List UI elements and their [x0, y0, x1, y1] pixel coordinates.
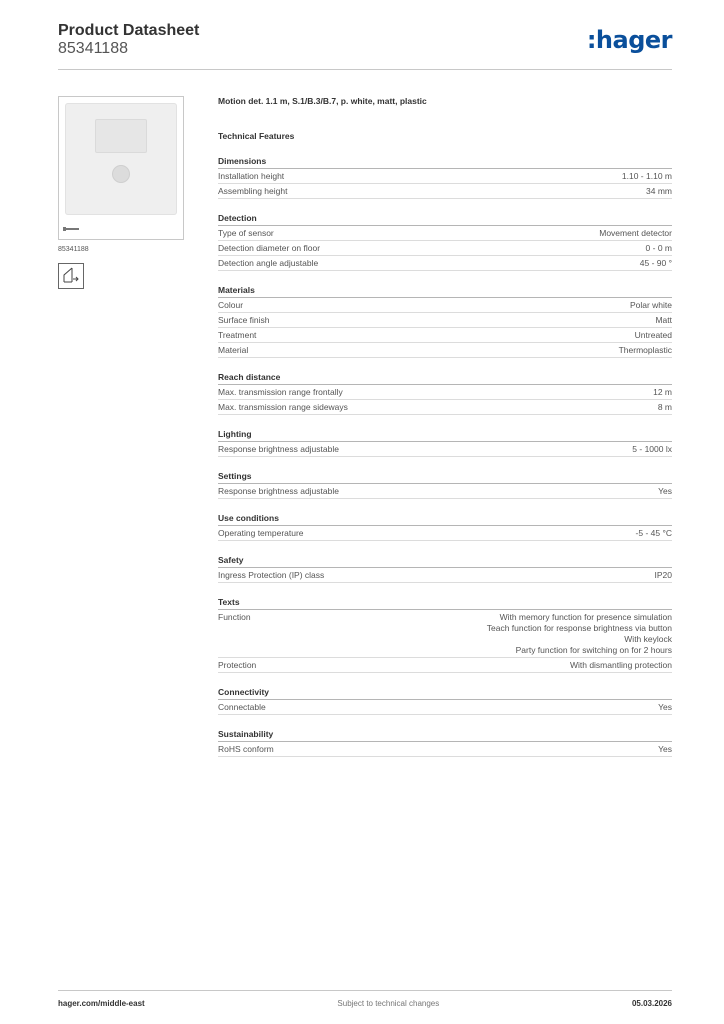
- product-image-frame: [58, 96, 184, 240]
- section-connectivity: [218, 687, 672, 715]
- table-row: [218, 169, 672, 184]
- row-label: RoHS conform: [218, 744, 274, 754]
- row-label: Response brightness adjustable: [218, 486, 339, 496]
- table-row: [218, 313, 672, 328]
- row-value: Yes: [658, 744, 672, 754]
- row-value: 12 m: [653, 387, 672, 397]
- row-value: With dismantling protection: [569, 660, 672, 670]
- row-label: Connectable: [218, 702, 266, 712]
- table-row: [218, 484, 672, 499]
- product-name: Motion det. 1.1 m, S.1/B.3/B.7, p. white, matt, plastic: [218, 96, 427, 106]
- row-value: Untreated: [634, 330, 672, 340]
- row-label: Detection angle adjustable: [218, 258, 319, 268]
- table-row: [218, 400, 672, 415]
- table-row: [218, 568, 672, 583]
- section-title: Connectivity: [218, 687, 672, 700]
- row-label: Response brightness adjustable: [218, 444, 339, 454]
- page-footer: [58, 990, 672, 1008]
- section-detection: [218, 213, 672, 271]
- table-row: [218, 184, 672, 199]
- section-title: Safety: [218, 555, 672, 568]
- section-title: Use conditions: [218, 513, 672, 526]
- table-row: [218, 526, 672, 541]
- table-row: [218, 658, 672, 673]
- row-label: Max. transmission range sideways: [218, 402, 348, 412]
- section-texts: [218, 597, 672, 673]
- row-value: 8 m: [657, 402, 672, 412]
- table-row: [218, 256, 672, 271]
- section-title: Lighting: [218, 429, 672, 442]
- footer-date: 05.03.2026: [631, 999, 672, 1008]
- section-title: Detection: [218, 213, 672, 226]
- section-title: Dimensions: [218, 156, 672, 169]
- table-row: [218, 385, 672, 400]
- section-settings: [218, 471, 672, 499]
- row-label: Type of sensor: [218, 228, 274, 238]
- row-value: 34 mm: [646, 186, 672, 196]
- function-line: Teach function for response brightness via button: [486, 623, 672, 633]
- technical-content: [218, 96, 672, 757]
- section-title: Sustainability: [218, 729, 672, 742]
- scale-icon: [63, 226, 79, 232]
- page-header: [58, 22, 672, 70]
- table-row: [218, 226, 672, 241]
- table-row: [218, 742, 672, 757]
- sensor-lens: [112, 165, 130, 183]
- row-label: Installation height: [218, 171, 285, 181]
- table-row: [218, 328, 672, 343]
- table-row: [218, 241, 672, 256]
- table-row: [218, 343, 672, 358]
- row-label: Colour: [218, 300, 244, 310]
- row-value: Movement detector: [599, 228, 672, 238]
- section-title: Settings: [218, 471, 672, 484]
- section-materials: [218, 285, 672, 358]
- footer-website: hager.com/middle-east: [58, 999, 145, 1008]
- function-line: With keylock: [624, 634, 672, 644]
- row-value: Yes: [658, 486, 672, 496]
- row-value: Thermoplastic: [618, 345, 672, 355]
- row-label: Protection: [218, 660, 257, 670]
- mounting-symbol-icon: [58, 263, 84, 289]
- table-row: [218, 700, 672, 715]
- technical-features-heading: Technical Features: [218, 131, 295, 141]
- section-safety: [218, 555, 672, 583]
- row-label: Material: [218, 345, 249, 355]
- row-value: IP20: [654, 570, 672, 580]
- section-sustainability: [218, 729, 672, 757]
- row-label: Operating temperature: [218, 528, 304, 538]
- page-title: Product Datasheet: [58, 22, 200, 39]
- row-value: [487, 612, 672, 656]
- row-label: Function: [218, 612, 251, 622]
- row-label: Treatment: [218, 330, 257, 340]
- section-title: Texts: [218, 597, 672, 610]
- footer-note: Subject to technical changes: [337, 999, 440, 1008]
- sensor-window: [95, 119, 147, 153]
- section-use-conditions: [218, 513, 672, 541]
- section-reach-distance: [218, 372, 672, 415]
- section-lighting: [218, 429, 672, 457]
- product-image-column: [58, 96, 184, 289]
- row-value: -5 - 45 °C: [635, 528, 672, 538]
- row-label: Max. transmission range frontally: [218, 387, 343, 397]
- table-row: [218, 442, 672, 457]
- row-value: Polar white: [629, 300, 672, 310]
- row-value: Yes: [658, 702, 672, 712]
- row-label: Surface finish: [218, 315, 270, 325]
- product-number: 85341188: [58, 40, 128, 57]
- row-label: Detection diameter on floor: [218, 243, 321, 253]
- row-value: 45 - 90 °: [639, 258, 672, 268]
- row-value: Matt: [655, 315, 672, 325]
- section-title: Materials: [218, 285, 672, 298]
- function-line: With memory function for presence simulation: [499, 612, 672, 622]
- row-value: 0 - 0 m: [645, 243, 672, 253]
- row-label: Assembling height: [218, 186, 288, 196]
- product-photo: [65, 103, 177, 215]
- product-code-label: 85341188: [58, 246, 89, 253]
- row-value: 1.10 - 1.10 m: [621, 171, 672, 181]
- hager-logo: :hager: [586, 26, 672, 54]
- row-label: Ingress Protection (IP) class: [218, 570, 325, 580]
- section-title: Reach distance: [218, 372, 672, 385]
- section-dimensions: [218, 156, 672, 199]
- function-line: Party function for switching on for 2 hours: [515, 645, 672, 655]
- row-value: 5 - 1000 lx: [632, 444, 672, 454]
- table-row: [218, 610, 672, 658]
- table-row: [218, 298, 672, 313]
